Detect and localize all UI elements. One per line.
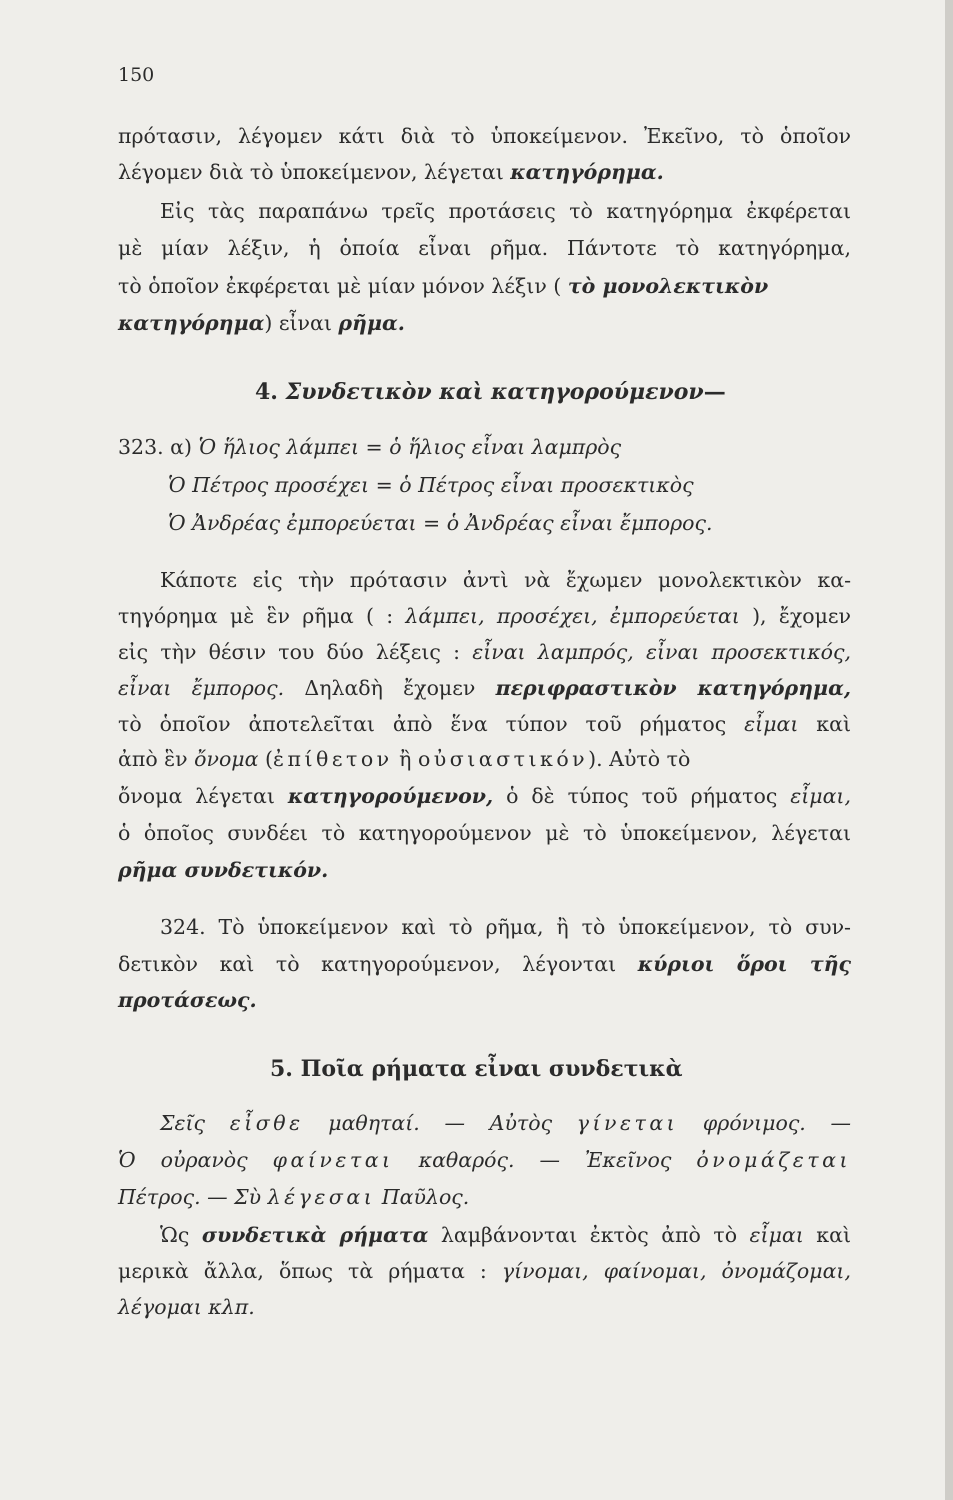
- section-heading: 5. Ποῖα ρήματα εἶναι συνδετικὰ: [270, 1056, 683, 1082]
- paragraph-line: ὁ ὁποῖος συνδέει τὸ κατηγορούμενον μὲ τὸ ὑποκείμενον, λέγεται: [118, 821, 851, 845]
- term-bold: προτάσεως.: [118, 988, 257, 1012]
- example-line: Ὁ Πέτρος προσέχει = ὁ Πέτρος εἶναι προσεκτικὸς: [168, 473, 694, 497]
- term-bold: κατηγόρημα.: [510, 160, 664, 184]
- example-line: Σεῖς εἶσθε μαθηταί. — Αὐτὸς γίνεται φρόνιμος. —: [160, 1111, 851, 1135]
- paragraph-line: πρότασιν, λέγομεν κάτι διὰ τὸ ὑποκείμενον. Ἐκεῖνο, τὸ ὁποῖον: [118, 124, 851, 148]
- page-edge: [945, 0, 953, 1500]
- paragraph-line: [118, 985, 851, 1015]
- term-bold: κατηγόρημα: [118, 311, 265, 335]
- section-heading: 4. Συνδετικὸν καὶ κατηγορούμενον—: [255, 379, 726, 405]
- term-bold: κύριοι ὅροι τῆς: [637, 952, 852, 976]
- term-bold: τὸ μονολεκτικὸν: [567, 274, 769, 298]
- paragraph-line: Ὡς συνδετικὰ ρήματα λαμβάνονται ἐκτὸς ἀπὸ τὸ εἶμαι καὶ: [160, 1223, 851, 1247]
- paragraph-line: 324. Τὸ ὑποκείμενον καὶ τὸ ρῆμα, ἢ τὸ ὑποκείμενον, τὸ συν-: [160, 915, 851, 939]
- term-bold: ρῆμα συνδετικόν.: [118, 858, 329, 882]
- paragraph-line: ὄνομα λέγεται κατηγορούμενον, ὁ δὲ τύπος τοῦ ρήματος εἶμαι,: [118, 784, 851, 808]
- example-line: 323. α) Ὁ ἥλιος λάμπει = ὁ ἥλιος εἶναι λαμπρὸς: [118, 435, 622, 459]
- page-number: 150: [118, 64, 155, 86]
- example-line: Ὁ οὐρανὸς φαίνεται καθαρός. — Ἐκεῖνος ὀνομάζεται: [118, 1148, 851, 1172]
- paragraph-line: ἀπὸ ἓν ὄνομα (ἐπίθετον ἢ οὐσιαστικόν). Αὐτὸ τὸ: [118, 747, 691, 771]
- paragraph-line: τὸ ὁποῖον ἐκφέρεται μὲ μίαν μόνον λέξιν ( τὸ μονολεκτικὸν: [118, 274, 769, 298]
- paragraph-line: Κάποτε εἰς τὴν πρότασιν ἀντὶ νὰ ἔχωμεν μονολεκτικὸν κα-: [160, 568, 851, 592]
- paragraph-line: μὲ μίαν λέξιν, ἡ ὁποία εἶναι ρῆμα. Πάντοτε τὸ κατηγόρημα,: [118, 236, 851, 260]
- paragraph-line: εἰς τὴν θέσιν του δύο λέξεις : εἶναι λαμπρός, εἶναι προσεκτικός,: [118, 640, 851, 664]
- paragraph-line: [118, 855, 851, 885]
- term-bold: κατηγορούμενον,: [287, 784, 494, 808]
- paragraph-line: τηγόρημα μὲ ἓν ρῆμα ( : λάμπει, προσέχει, ἐμπορεύεται ), ἔχομεν: [118, 604, 851, 628]
- paragraph-line: λέγομεν διὰ τὸ ὑποκείμενον, λέγεται κατηγόρημα.: [118, 160, 664, 184]
- paragraph-line: τὸ ὁποῖον ἀποτελεῖται ἀπὸ ἕνα τύπον τοῦ ρήματος εἶμαι καὶ: [118, 712, 851, 736]
- paragraph-line: λέγομαι κλπ.: [118, 1295, 255, 1319]
- example-line: Ὁ Ἀνδρέας ἐμπορεύεται = ὁ Ἀνδρέας εἶναι ἔμπορος.: [168, 511, 713, 535]
- paragraph-line: δετικὸν καὶ τὸ κατηγορούμενον, λέγονται κύριοι ὅροι τῆς: [118, 952, 852, 976]
- term-bold: συνδετικὰ ρήματα: [201, 1223, 429, 1247]
- example-line: Πέτρος. — Σὺ λέγεσαι Παῦλος.: [118, 1185, 470, 1209]
- paragraph-line: εἶναι ἔμπορος. Δηλαδὴ ἔχομεν περιφραστικὸν κατηγόρημα,: [118, 676, 851, 700]
- paragraph-line: κατηγόρημα) εἶναι ρῆμα.: [118, 311, 405, 335]
- term-bold: ρῆμα.: [338, 311, 405, 335]
- paragraph-line: Εἰς τὰς παραπάνω τρεῖς προτάσεις τὸ κατηγόρημα ἐκφέρεται: [160, 199, 851, 223]
- term-bold: περιφραστικὸν κατηγόρημα,: [495, 676, 851, 700]
- paragraph-line: μερικὰ ἄλλα, ὅπως τὰ ρήματα : γίνομαι, φαίνομαι, ὀνομάζομαι,: [118, 1259, 851, 1283]
